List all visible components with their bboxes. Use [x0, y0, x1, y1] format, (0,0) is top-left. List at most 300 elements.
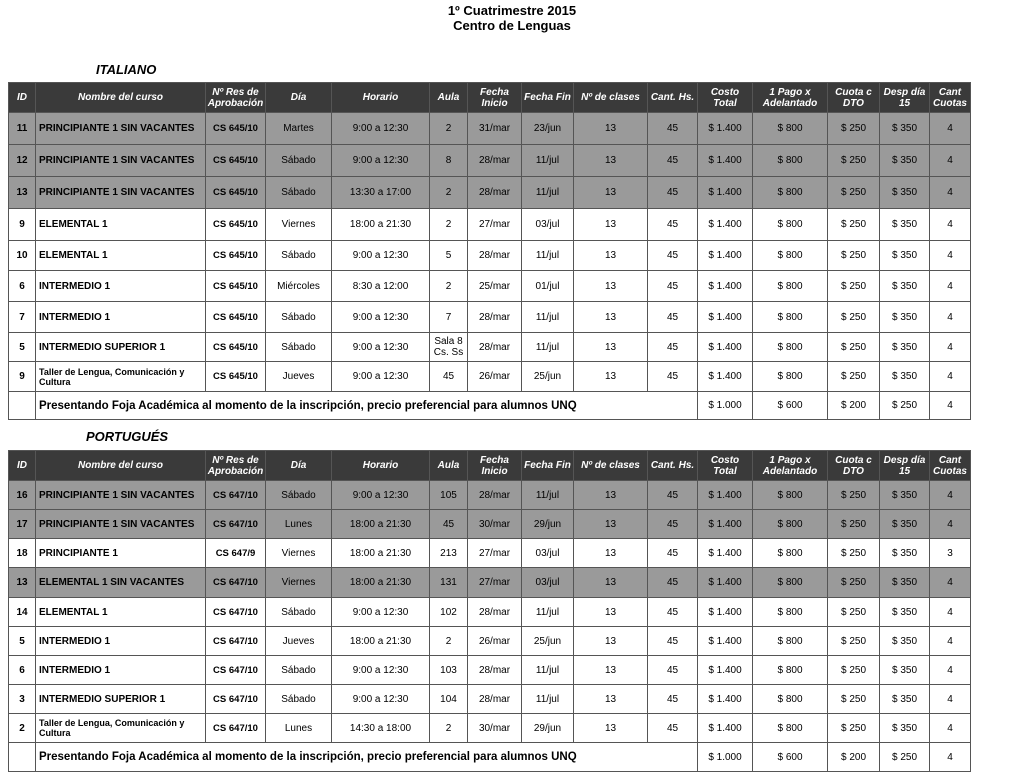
cell-resolution: CS 645/10 [206, 209, 266, 241]
column-header-installment-count: Cant Cuotas [930, 83, 971, 113]
cell-class-count: 13 [574, 627, 648, 656]
cell-schedule: 13:30 a 17:00 [332, 177, 430, 209]
cell-late-installment: $ 350 [880, 302, 930, 333]
cell-day: Sábado [266, 177, 332, 209]
cell-id: 5 [9, 333, 36, 362]
cell-late-installment: $ 350 [880, 568, 930, 598]
cell-end-date: 11/jul [522, 685, 574, 714]
cell-hours: 45 [648, 685, 698, 714]
cell-advance-payment: $ 800 [753, 362, 828, 392]
cell-start-date: 28/mar [468, 598, 522, 627]
cell-hours: 45 [648, 145, 698, 177]
cell-course-name: INTERMEDIO SUPERIOR 1 [36, 685, 206, 714]
cell-late-installment: $ 350 [880, 656, 930, 685]
cell-end-date: 25/jun [522, 627, 574, 656]
cell-advance-payment: $ 800 [753, 539, 828, 568]
cell-total-cost: $ 1.400 [698, 656, 753, 685]
column-header-installment-count: Cant Cuotas [930, 451, 971, 481]
cell-id: 2 [9, 714, 36, 743]
cell-schedule: 14:30 a 18:00 [332, 714, 430, 743]
footer-total-cost: $ 1.000 [698, 743, 753, 772]
cell-day: Sábado [266, 656, 332, 685]
cell-start-date: 27/mar [468, 539, 522, 568]
cell-resolution: CS 647/10 [206, 481, 266, 510]
cell-resolution: CS 645/10 [206, 333, 266, 362]
table-row [9, 362, 971, 392]
cell-total-cost: $ 1.400 [698, 510, 753, 539]
column-header-total-cost: Costo Total [698, 451, 753, 481]
cell-start-date: 28/mar [468, 333, 522, 362]
cell-advance-payment: $ 800 [753, 271, 828, 302]
cell-schedule: 18:00 a 21:30 [332, 510, 430, 539]
table-row [9, 241, 971, 271]
table-portugues [8, 450, 971, 772]
cell-id: 13 [9, 177, 36, 209]
table-row [9, 145, 971, 177]
cell-installment-count: 4 [930, 627, 971, 656]
cell-start-date: 30/mar [468, 510, 522, 539]
cell-start-date: 28/mar [468, 145, 522, 177]
cell-class-count: 13 [574, 481, 648, 510]
cell-late-installment: $ 350 [880, 177, 930, 209]
cell-classroom: 7 [430, 302, 468, 333]
cell-start-date: 28/mar [468, 241, 522, 271]
column-header-discount-installment: Cuota c DTO [828, 83, 880, 113]
cell-resolution: CS 647/10 [206, 568, 266, 598]
column-header-resolution: Nº Res de Aprobación [206, 451, 266, 481]
table-row [9, 113, 971, 145]
cell-resolution: CS 647/10 [206, 627, 266, 656]
cell-hours: 45 [648, 510, 698, 539]
cell-resolution: CS 647/9 [206, 539, 266, 568]
cell-discount-installment: $ 250 [828, 302, 880, 333]
cell-course-name: INTERMEDIO 1 [36, 656, 206, 685]
cell-classroom: 2 [430, 271, 468, 302]
cell-end-date: 11/jul [522, 656, 574, 685]
cell-late-installment: $ 350 [880, 362, 930, 392]
table-row [9, 209, 971, 241]
cell-total-cost: $ 1.400 [698, 271, 753, 302]
column-header-classroom: Aula [430, 83, 468, 113]
cell-classroom: 102 [430, 598, 468, 627]
footer-advance-payment: $ 600 [753, 743, 828, 772]
cell-late-installment: $ 350 [880, 598, 930, 627]
column-header-late-installment: Desp día 15 [880, 83, 930, 113]
cell-installment-count: 4 [930, 302, 971, 333]
footer-late-installment: $ 250 [880, 743, 930, 772]
cell-installment-count: 4 [930, 333, 971, 362]
table-row [9, 333, 971, 362]
table-row [9, 568, 971, 598]
cell-end-date: 03/jul [522, 539, 574, 568]
cell-advance-payment: $ 800 [753, 481, 828, 510]
cell-resolution: CS 647/10 [206, 714, 266, 743]
cell-course-name: INTERMEDIO 1 [36, 302, 206, 333]
cell-discount-installment: $ 250 [828, 333, 880, 362]
cell-hours: 45 [648, 271, 698, 302]
cell-day: Sábado [266, 598, 332, 627]
cell-day: Viernes [266, 539, 332, 568]
cell-late-installment: $ 350 [880, 209, 930, 241]
cell-schedule: 18:00 a 21:30 [332, 209, 430, 241]
cell-course-name: PRINCIPIANTE 1 SIN VACANTES [36, 510, 206, 539]
cell-end-date: 11/jul [522, 241, 574, 271]
cell-course-name: Taller de Lengua, Comunicación y Cultura [36, 714, 206, 743]
cell-resolution: CS 645/10 [206, 113, 266, 145]
column-header-late-installment: Desp día 15 [880, 451, 930, 481]
footer-total-cost: $ 1.000 [698, 392, 753, 420]
cell-advance-payment: $ 800 [753, 627, 828, 656]
cell-start-date: 28/mar [468, 302, 522, 333]
cell-hours: 45 [648, 113, 698, 145]
cell-total-cost: $ 1.400 [698, 177, 753, 209]
cell-day: Jueves [266, 627, 332, 656]
cell-resolution: CS 647/10 [206, 598, 266, 627]
cell-installment-count: 4 [930, 241, 971, 271]
cell-late-installment: $ 350 [880, 714, 930, 743]
cell-class-count: 13 [574, 209, 648, 241]
cell-classroom: 2 [430, 177, 468, 209]
cell-late-installment: $ 350 [880, 627, 930, 656]
cell-course-name: Taller de Lengua, Comunicación y Cultura [36, 362, 206, 392]
column-header-resolution: Nº Res de Aprobación [206, 83, 266, 113]
cell-total-cost: $ 1.400 [698, 568, 753, 598]
cell-advance-payment: $ 800 [753, 598, 828, 627]
section-label-italiano: ITALIANO [96, 62, 157, 77]
cell-course-name: PRINCIPIANTE 1 SIN VACANTES [36, 177, 206, 209]
cell-advance-payment: $ 800 [753, 209, 828, 241]
cell-schedule: 18:00 a 21:30 [332, 539, 430, 568]
cell-end-date: 25/jun [522, 362, 574, 392]
cell-day: Miércoles [266, 271, 332, 302]
cell-classroom: 104 [430, 685, 468, 714]
column-header-advance-payment: 1 Pago x Adelantado [753, 451, 828, 481]
cell-hours: 45 [648, 656, 698, 685]
footer-discount-installment: $ 200 [828, 392, 880, 420]
cell-discount-installment: $ 250 [828, 539, 880, 568]
cell-discount-installment: $ 250 [828, 656, 880, 685]
cell-discount-installment: $ 250 [828, 714, 880, 743]
cell-discount-installment: $ 250 [828, 177, 880, 209]
footer-late-installment: $ 250 [880, 392, 930, 420]
cell-class-count: 13 [574, 656, 648, 685]
cell-installment-count: 4 [930, 685, 971, 714]
cell-installment-count: 4 [930, 481, 971, 510]
cell-id: 9 [9, 209, 36, 241]
cell-id: 16 [9, 481, 36, 510]
cell-end-date: 11/jul [522, 302, 574, 333]
cell-class-count: 13 [574, 568, 648, 598]
cell-installment-count: 4 [930, 656, 971, 685]
cell-late-installment: $ 350 [880, 685, 930, 714]
table-row [9, 177, 971, 209]
footer-advance-payment: $ 600 [753, 392, 828, 420]
cell-resolution: CS 645/10 [206, 362, 266, 392]
footer-note: Presentando Foja Académica al momento de la inscripción, precio preferencial para alumnos UNQ [36, 743, 698, 772]
cell-end-date: 03/jul [522, 568, 574, 598]
cell-start-date: 28/mar [468, 481, 522, 510]
cell-day: Viernes [266, 568, 332, 598]
cell-class-count: 13 [574, 177, 648, 209]
cell-classroom: 2 [430, 113, 468, 145]
cell-total-cost: $ 1.400 [698, 333, 753, 362]
cell-installment-count: 3 [930, 539, 971, 568]
cell-total-cost: $ 1.400 [698, 627, 753, 656]
table-row [9, 539, 971, 568]
cell-late-installment: $ 350 [880, 113, 930, 145]
footer-discount-installment: $ 200 [828, 743, 880, 772]
cell-total-cost: $ 1.400 [698, 714, 753, 743]
cell-resolution: CS 645/10 [206, 271, 266, 302]
cell-class-count: 13 [574, 362, 648, 392]
cell-start-date: 28/mar [468, 685, 522, 714]
cell-hours: 45 [648, 627, 698, 656]
cell-total-cost: $ 1.400 [698, 362, 753, 392]
cell-advance-payment: $ 800 [753, 113, 828, 145]
cell-discount-installment: $ 250 [828, 568, 880, 598]
cell-advance-payment: $ 800 [753, 685, 828, 714]
cell-installment-count: 4 [930, 145, 971, 177]
cell-course-name: ELEMENTAL 1 [36, 209, 206, 241]
column-header-classroom: Aula [430, 451, 468, 481]
cell-start-date: 27/mar [468, 209, 522, 241]
table-row [9, 598, 971, 627]
cell-end-date: 11/jul [522, 481, 574, 510]
cell-course-name: PRINCIPIANTE 1 [36, 539, 206, 568]
cell-discount-installment: $ 250 [828, 362, 880, 392]
cell-hours: 45 [648, 209, 698, 241]
cell-total-cost: $ 1.400 [698, 302, 753, 333]
cell-schedule: 9:00 a 12:30 [332, 302, 430, 333]
cell-class-count: 13 [574, 113, 648, 145]
cell-start-date: 26/mar [468, 362, 522, 392]
cell-class-count: 13 [574, 685, 648, 714]
cell-classroom: 45 [430, 510, 468, 539]
cell-resolution: CS 645/10 [206, 302, 266, 333]
cell-resolution: CS 645/10 [206, 177, 266, 209]
cell-start-date: 28/mar [468, 656, 522, 685]
cell-schedule: 9:00 a 12:30 [332, 333, 430, 362]
cell-id: 12 [9, 145, 36, 177]
table-row [9, 271, 971, 302]
cell-classroom: 45 [430, 362, 468, 392]
cell-installment-count: 4 [930, 362, 971, 392]
cell-class-count: 13 [574, 714, 648, 743]
cell-schedule: 18:00 a 21:30 [332, 627, 430, 656]
cell-discount-installment: $ 250 [828, 241, 880, 271]
cell-advance-payment: $ 800 [753, 302, 828, 333]
cell-start-date: 25/mar [468, 271, 522, 302]
cell-classroom: 2 [430, 714, 468, 743]
cell-discount-installment: $ 250 [828, 510, 880, 539]
cell-start-date: 31/mar [468, 113, 522, 145]
table-row [9, 714, 971, 743]
cell-class-count: 13 [574, 145, 648, 177]
cell-id: 6 [9, 656, 36, 685]
cell-course-name: PRINCIPIANTE 1 SIN VACANTES [36, 113, 206, 145]
column-header-course-name: Nombre del curso [36, 451, 206, 481]
cell-day: Jueves [266, 362, 332, 392]
table-row [9, 510, 971, 539]
cell-resolution: CS 647/10 [206, 685, 266, 714]
cell-advance-payment: $ 800 [753, 177, 828, 209]
cell-advance-payment: $ 800 [753, 145, 828, 177]
cell-discount-installment: $ 250 [828, 481, 880, 510]
cell-end-date: 23/jun [522, 113, 574, 145]
column-header-start-date: Fecha Inicio [468, 83, 522, 113]
cell-course-name: INTERMEDIO 1 [36, 271, 206, 302]
cell-advance-payment: $ 800 [753, 568, 828, 598]
cell-hours: 45 [648, 539, 698, 568]
cell-class-count: 13 [574, 241, 648, 271]
cell-classroom: 103 [430, 656, 468, 685]
cell-schedule: 9:00 a 12:30 [332, 362, 430, 392]
cell-classroom: 2 [430, 209, 468, 241]
cell-discount-installment: $ 250 [828, 627, 880, 656]
table-row [9, 302, 971, 333]
cell-day: Sábado [266, 333, 332, 362]
cell-start-date: 30/mar [468, 714, 522, 743]
cell-id: 6 [9, 271, 36, 302]
cell-id: 17 [9, 510, 36, 539]
cell-total-cost: $ 1.400 [698, 241, 753, 271]
cell-installment-count: 4 [930, 510, 971, 539]
cell-classroom: 2 [430, 627, 468, 656]
cell-id: 5 [9, 627, 36, 656]
column-header-hours: Cant. Hs. [648, 451, 698, 481]
cell-hours: 45 [648, 568, 698, 598]
column-header-course-name: Nombre del curso [36, 83, 206, 113]
cell-classroom: 213 [430, 539, 468, 568]
cell-classroom: 105 [430, 481, 468, 510]
cell-total-cost: $ 1.400 [698, 113, 753, 145]
cell-start-date: 26/mar [468, 627, 522, 656]
cell-classroom: 8 [430, 145, 468, 177]
cell-end-date: 01/jul [522, 271, 574, 302]
cell-hours: 45 [648, 333, 698, 362]
cell-end-date: 29/jun [522, 510, 574, 539]
column-header-schedule: Horario [332, 83, 430, 113]
column-header-class-count: Nº de clases [574, 451, 648, 481]
table-italiano [8, 82, 971, 420]
table-footer-row [9, 743, 971, 772]
column-header-id: ID [9, 451, 36, 481]
cell-classroom: 131 [430, 568, 468, 598]
cell-late-installment: $ 350 [880, 510, 930, 539]
cell-start-date: 28/mar [468, 177, 522, 209]
cell-discount-installment: $ 250 [828, 209, 880, 241]
cell-installment-count: 4 [930, 177, 971, 209]
cell-end-date: 11/jul [522, 177, 574, 209]
cell-hours: 45 [648, 714, 698, 743]
column-header-end-date: Fecha Fin [522, 83, 574, 113]
cell-resolution: CS 647/10 [206, 510, 266, 539]
cell-discount-installment: $ 250 [828, 271, 880, 302]
cell-total-cost: $ 1.400 [698, 685, 753, 714]
cell-schedule: 9:00 a 12:30 [332, 685, 430, 714]
cell-total-cost: $ 1.400 [698, 481, 753, 510]
cell-installment-count: 4 [930, 113, 971, 145]
cell-advance-payment: $ 800 [753, 714, 828, 743]
cell-day: Sábado [266, 685, 332, 714]
cell-hours: 45 [648, 302, 698, 333]
cell-schedule: 9:00 a 12:30 [332, 241, 430, 271]
column-header-day: Día [266, 451, 332, 481]
cell-total-cost: $ 1.400 [698, 598, 753, 627]
cell-day: Lunes [266, 714, 332, 743]
cell-day: Sábado [266, 481, 332, 510]
cell-class-count: 13 [574, 302, 648, 333]
cell-late-installment: $ 350 [880, 271, 930, 302]
cell-hours: 45 [648, 177, 698, 209]
column-header-day: Día [266, 83, 332, 113]
cell-schedule: 9:00 a 12:30 [332, 481, 430, 510]
cell-late-installment: $ 350 [880, 241, 930, 271]
cell-class-count: 13 [574, 598, 648, 627]
footer-installment-count: 4 [930, 743, 971, 772]
cell-course-name: INTERMEDIO SUPERIOR 1 [36, 333, 206, 362]
cell-resolution: CS 647/10 [206, 656, 266, 685]
cell-day: Martes [266, 113, 332, 145]
cell-discount-installment: $ 250 [828, 598, 880, 627]
cell-installment-count: 4 [930, 271, 971, 302]
cell-course-name: PRINCIPIANTE 1 SIN VACANTES [36, 145, 206, 177]
column-header-hours: Cant. Hs. [648, 83, 698, 113]
cell-id: 18 [9, 539, 36, 568]
cell-schedule: 18:00 a 21:30 [332, 568, 430, 598]
cell-course-name: ELEMENTAL 1 [36, 598, 206, 627]
cell-schedule: 9:00 a 12:30 [332, 656, 430, 685]
cell-course-name: PRINCIPIANTE 1 SIN VACANTES [36, 481, 206, 510]
cell-id: 7 [9, 302, 36, 333]
column-header-schedule: Horario [332, 451, 430, 481]
cell-advance-payment: $ 800 [753, 241, 828, 271]
cell-day: Sábado [266, 302, 332, 333]
column-header-class-count: Nº de clases [574, 83, 648, 113]
cell-id: 11 [9, 113, 36, 145]
cell-hours: 45 [648, 241, 698, 271]
cell-advance-payment: $ 800 [753, 333, 828, 362]
cell-class-count: 13 [574, 510, 648, 539]
cell-discount-installment: $ 250 [828, 685, 880, 714]
column-header-end-date: Fecha Fin [522, 451, 574, 481]
cell-installment-count: 4 [930, 598, 971, 627]
cell-course-name: INTERMEDIO 1 [36, 627, 206, 656]
cell-end-date: 03/jul [522, 209, 574, 241]
column-header-discount-installment: Cuota c DTO [828, 451, 880, 481]
column-header-advance-payment: 1 Pago x Adelantado [753, 83, 828, 113]
cell-id: 14 [9, 598, 36, 627]
cell-day: Sábado [266, 145, 332, 177]
footer-blank-cell [9, 392, 36, 420]
cell-class-count: 13 [574, 539, 648, 568]
cell-hours: 45 [648, 598, 698, 627]
cell-late-installment: $ 350 [880, 145, 930, 177]
cell-class-count: 13 [574, 333, 648, 362]
table-row [9, 685, 971, 714]
column-header-start-date: Fecha Inicio [468, 451, 522, 481]
cell-installment-count: 4 [930, 568, 971, 598]
cell-end-date: 11/jul [522, 333, 574, 362]
cell-start-date: 27/mar [468, 568, 522, 598]
cell-hours: 45 [648, 362, 698, 392]
cell-total-cost: $ 1.400 [698, 145, 753, 177]
cell-day: Viernes [266, 209, 332, 241]
cell-discount-installment: $ 250 [828, 145, 880, 177]
footer-installment-count: 4 [930, 392, 971, 420]
cell-late-installment: $ 350 [880, 333, 930, 362]
cell-total-cost: $ 1.400 [698, 539, 753, 568]
